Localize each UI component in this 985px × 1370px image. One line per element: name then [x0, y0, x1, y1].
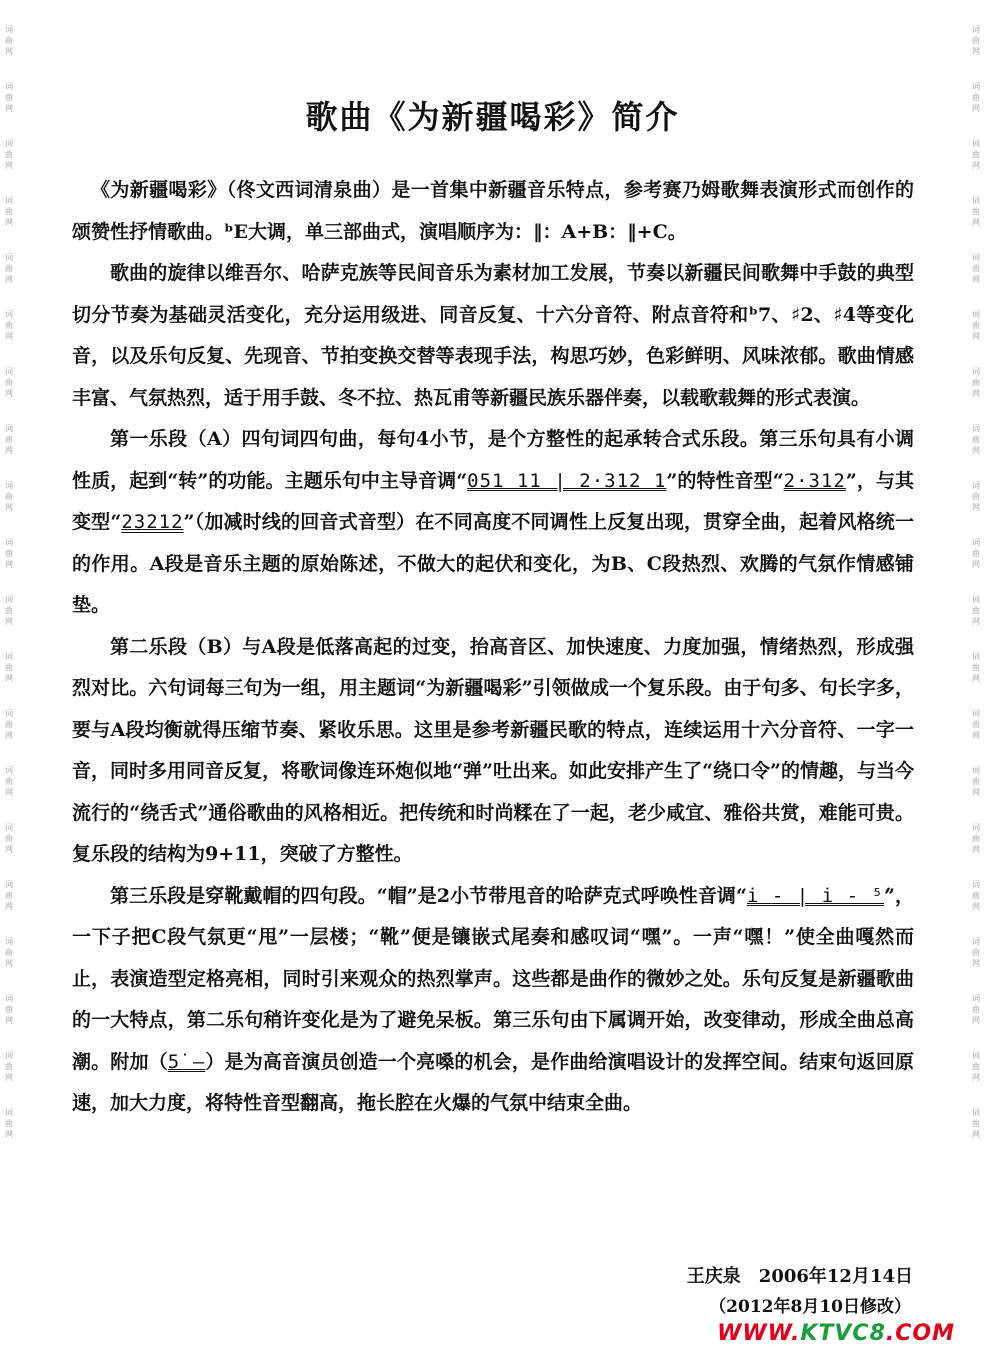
watermark-char: 曲 — [5, 720, 13, 729]
site-logo: WWW.KTVC8.COM — [717, 1321, 955, 1346]
watermark-char: 曲 — [972, 150, 980, 159]
page-title: 歌曲《为新疆喝彩》简介 — [305, 98, 680, 136]
watermark-char: 网 — [5, 47, 13, 56]
watermark-char: 曲 — [972, 378, 980, 387]
watermark-char: 词 — [972, 1108, 980, 1117]
watermark-char: 曲 — [972, 1005, 980, 1014]
watermark-char: 曲 — [5, 1119, 13, 1128]
watermark-char: 词 — [5, 424, 13, 433]
watermark-char: 词 — [972, 82, 980, 91]
watermark-group — [972, 366, 980, 399]
watermark-group — [972, 993, 980, 1026]
watermark-char: 词 — [972, 595, 980, 604]
watermark-group — [5, 537, 13, 570]
watermark-char: 网 — [972, 1130, 980, 1139]
watermark-char: 网 — [972, 902, 980, 911]
watermark-char: 词 — [972, 880, 980, 889]
watermark-char: 词 — [972, 310, 980, 319]
watermark-group — [972, 309, 980, 342]
watermark-char: 曲 — [5, 264, 13, 273]
watermark-group — [5, 708, 13, 741]
watermark-group — [5, 480, 13, 513]
watermark-char: 词 — [972, 766, 980, 775]
watermark-group — [972, 195, 980, 228]
watermark-group — [972, 24, 980, 57]
watermark-char: 曲 — [5, 435, 13, 444]
watermark-group — [972, 936, 980, 969]
paragraph-4: 第二乐段（B）与A段是低落高起的过变，抬高音区、加快速度、力度加强，情绪热烈，形成强烈对比。六句词每三句为一组，用主题词“为新疆喝彩”引领做成一个复乐段。由于句多、句长字多，要与A段均衡就得压缩节奏、紧收乐思。这里是参考新疆民歌的特点，连续运用十六分音符、一字一音，同时多用同音反复，将歌词像连环炮似地“弹”吐出来。如此安排产生了“绕口令”的情趣，与当今流行的“绕舌式”通俗歌曲的风格相近。把传统和时尚糅在了一起，老少咸宜、雅俗共赏，难能可贵。复乐段的结构为9+11，突破了方整性。 — [72, 635, 914, 865]
watermark-char: 词 — [972, 937, 980, 946]
paragraph-1: 《为新疆喝彩》（佟文西词清泉曲）是一首集中新疆音乐特点，参考赛乃姆歌舞表演形式而创作的颂赞性抒情歌曲。ᵇE大调，单三部曲式，演唱顺序为：‖：A+B：‖+C。 — [72, 179, 914, 243]
watermark-char: 网 — [972, 161, 980, 170]
watermark-char: 网 — [972, 560, 980, 569]
watermark-char: 词 — [5, 709, 13, 718]
watermark-char: 词 — [5, 1108, 13, 1117]
watermark-char: 词 — [5, 595, 13, 604]
watermark-group — [972, 594, 980, 627]
watermark-char: 曲 — [972, 36, 980, 45]
watermark-char: 网 — [972, 446, 980, 455]
watermark-group — [972, 651, 980, 684]
watermark-group — [5, 765, 13, 798]
watermark-group — [972, 252, 980, 285]
signature-block — [687, 1262, 913, 1322]
watermark-char: 曲 — [972, 720, 980, 729]
watermark-char: 网 — [5, 218, 13, 227]
watermark-char: 词 — [5, 82, 13, 91]
watermark-char: 网 — [972, 617, 980, 626]
watermark-char: 网 — [5, 902, 13, 911]
watermark-char: 曲 — [5, 1005, 13, 1014]
notation-motif: 2·312 — [783, 469, 846, 492]
notation-high-note: 5̇ – — [167, 1050, 206, 1073]
watermark-char: 网 — [972, 503, 980, 512]
notation-call-motif: i̇ - | i̇ - ⁵̇ — [746, 884, 884, 907]
watermark-char: 词 — [5, 253, 13, 262]
watermark-char: 网 — [5, 1130, 13, 1139]
revision-date: （2012年8月10日修改） — [709, 1297, 911, 1317]
watermark-char: 词 — [5, 652, 13, 661]
watermark-group — [5, 24, 13, 57]
watermark-group — [5, 1107, 13, 1140]
watermark-char: 网 — [972, 959, 980, 968]
watermark-char: 词 — [5, 1051, 13, 1060]
watermark-char: 词 — [972, 25, 980, 34]
watermark-char: 网 — [5, 845, 13, 854]
watermark-char: 曲 — [972, 777, 980, 786]
watermark-char: 词 — [972, 139, 980, 148]
watermark-char: 网 — [5, 788, 13, 797]
author-date: 王庆泉 2006年12月14日 — [686, 1266, 913, 1287]
watermark-group — [5, 993, 13, 1026]
watermark-char: 网 — [972, 1016, 980, 1025]
watermark-char: 词 — [972, 994, 980, 1003]
watermark-group — [5, 423, 13, 456]
watermark-char: 词 — [5, 880, 13, 889]
watermark-char: 曲 — [5, 834, 13, 843]
watermark-char: 曲 — [972, 492, 980, 501]
watermark-group — [972, 879, 980, 912]
watermark-char: 曲 — [972, 549, 980, 558]
watermark-group — [5, 366, 13, 399]
watermark-char: 词 — [5, 25, 13, 34]
watermark-char: 曲 — [5, 378, 13, 387]
watermark-char: 网 — [972, 389, 980, 398]
watermark-group — [5, 879, 13, 912]
watermark-char: 曲 — [972, 93, 980, 102]
watermark-char: 词 — [972, 709, 980, 718]
watermark-char: 网 — [972, 731, 980, 740]
watermark-char: 曲 — [972, 1119, 980, 1128]
watermark-group — [972, 480, 980, 513]
watermark-char: 网 — [5, 332, 13, 341]
watermark-char: 曲 — [5, 207, 13, 216]
watermark-char: 网 — [5, 731, 13, 740]
watermark-char: 词 — [5, 766, 13, 775]
watermark-char: 曲 — [972, 435, 980, 444]
watermark-char: 网 — [5, 617, 13, 626]
paragraph-3: 第一乐段（A）四句词四句曲，每句4小节，是个方整性的起承转合式乐段。第三乐句具有小调性质，起到“转”的功能。主题乐句中主导音调“051 11 | 2·312 1”的特性音型“2·312”，与其变型“23212”（加减时线的回音式音型）在不同高度不同调性上反复出现，贯穿全曲，起着风格统一的作用。A段是音乐主题的原始陈述，不做大的起伏和变化，为B、C段热烈、欢腾的气氛作情感铺垫。 — [72, 428, 914, 616]
watermark-group — [5, 651, 13, 684]
watermark-group — [972, 1050, 980, 1083]
watermark-char: 网 — [5, 161, 13, 170]
watermark-char: 网 — [972, 845, 980, 854]
watermark-char: 曲 — [5, 93, 13, 102]
watermark-group — [972, 138, 980, 171]
watermark-char: 网 — [5, 503, 13, 512]
watermark-char: 词 — [972, 481, 980, 490]
watermark-char: 词 — [5, 994, 13, 1003]
watermark-group — [5, 594, 13, 627]
right-watermark-strip — [969, 0, 983, 1370]
watermark-char: 词 — [972, 652, 980, 661]
watermark-char: 网 — [972, 47, 980, 56]
watermark-char: 词 — [5, 139, 13, 148]
watermark-char: 曲 — [972, 207, 980, 216]
paragraph-5: 第三乐段是穿靴戴帽的四句段。“帽”是2小节带甩音的哈萨克式呼唤性音调“i̇ - | i̇ - ⁵̇”，一下子把C段气氛更“甩”一层楼；“靴”便是镶嵌式尾奏和感叹词“嘿”。一声“嘿！”使全曲嘎然而止，表演造型定格亮相，同时引来观众的热烈掌声。这些都是曲作的微妙之处。乐句反复是新疆歌曲的一大特点，第二乐句稍许变化是为了避免呆板。第三乐句由下属调开始，改变律动，形成全曲总高潮。附加（5̇ –）是为高音演员创造一个亮嗓的机会，是作曲给演唱设计的发挥空间。结束句返回原速，加大力度，将特性音型翻高，拖长腔在火爆的气氛中结束全曲。 — [72, 884, 914, 1114]
watermark-group — [972, 537, 980, 570]
watermark-char: 曲 — [972, 1062, 980, 1071]
watermark-char: 曲 — [5, 663, 13, 672]
watermark-group — [5, 138, 13, 171]
watermark-char: 曲 — [972, 663, 980, 672]
watermark-char: 网 — [5, 104, 13, 113]
watermark-char: 网 — [972, 788, 980, 797]
left-watermark-strip — [2, 0, 16, 1370]
watermark-char: 网 — [5, 1016, 13, 1025]
watermark-char: 曲 — [972, 891, 980, 900]
watermark-char: 曲 — [5, 150, 13, 159]
watermark-group — [972, 822, 980, 855]
watermark-char: 词 — [5, 481, 13, 490]
watermark-group — [972, 765, 980, 798]
watermark-char: 曲 — [5, 1062, 13, 1071]
watermark-char: 词 — [5, 310, 13, 319]
watermark-char: 网 — [5, 389, 13, 398]
watermark-char: 网 — [972, 1073, 980, 1082]
watermark-char: 词 — [5, 823, 13, 832]
watermark-char: 词 — [972, 253, 980, 262]
watermark-group — [5, 195, 13, 228]
watermark-char: 网 — [972, 332, 980, 341]
watermark-char: 曲 — [972, 606, 980, 615]
watermark-char: 网 — [5, 959, 13, 968]
watermark-char: 网 — [5, 560, 13, 569]
watermark-char: 网 — [5, 446, 13, 455]
watermark-group — [972, 423, 980, 456]
watermark-char: 词 — [5, 196, 13, 205]
watermark-char: 网 — [5, 1073, 13, 1082]
watermark-char: 曲 — [972, 948, 980, 957]
watermark-char: 曲 — [5, 36, 13, 45]
watermark-char: 词 — [972, 538, 980, 547]
watermark-char: 曲 — [972, 834, 980, 843]
watermark-char: 词 — [5, 937, 13, 946]
watermark-char: 网 — [972, 674, 980, 683]
watermark-char: 曲 — [5, 606, 13, 615]
watermark-group — [5, 822, 13, 855]
watermark-char: 词 — [972, 424, 980, 433]
watermark-char: 词 — [972, 196, 980, 205]
notation-variant-motif: 23212 — [121, 511, 184, 533]
watermark-char: 曲 — [5, 549, 13, 558]
watermark-char: 词 — [972, 1051, 980, 1060]
watermark-char: 词 — [5, 367, 13, 376]
watermark-char: 网 — [972, 218, 980, 227]
watermark-char: 词 — [972, 367, 980, 376]
watermark-char: 网 — [972, 275, 980, 284]
watermark-char: 曲 — [972, 321, 980, 330]
watermark-char: 网 — [972, 104, 980, 113]
watermark-char: 词 — [972, 823, 980, 832]
article-body — [72, 170, 914, 1125]
paragraph-2: 歌曲的旋律以维吾尔、哈萨克族等民间音乐为素材加工发展，节奏以新疆民间歌舞中手鼓的典型切分节奏为基础灵活变化，充分运用级进、同音反复、十六分音符、附点音符和ᵇ7、♯2、♯4等变化音，以及乐句反复、先现音、节拍变换交替等表现手法，构思巧妙，色彩鲜明、风味浓郁。歌曲情感丰富、气氛热烈，适于用手鼓、冬不拉、热瓦甫等新疆民族乐器伴奏，以载歌载舞的形式表演。 — [72, 262, 914, 409]
watermark-group — [972, 1107, 980, 1140]
notation-main-motif: 051 11 | 2·312 1 — [467, 469, 667, 492]
watermark-char: 网 — [5, 275, 13, 284]
watermark-char: 曲 — [5, 948, 13, 957]
watermark-group — [972, 708, 980, 741]
watermark-char: 曲 — [5, 492, 13, 501]
watermark-char: 网 — [5, 674, 13, 683]
watermark-char: 曲 — [5, 891, 13, 900]
watermark-group — [5, 1050, 13, 1083]
watermark-char: 曲 — [972, 264, 980, 273]
watermark-char: 曲 — [5, 321, 13, 330]
watermark-char: 词 — [5, 538, 13, 547]
watermark-group — [5, 936, 13, 969]
watermark-char: 曲 — [5, 777, 13, 786]
watermark-group — [5, 309, 13, 342]
watermark-group — [5, 252, 13, 285]
